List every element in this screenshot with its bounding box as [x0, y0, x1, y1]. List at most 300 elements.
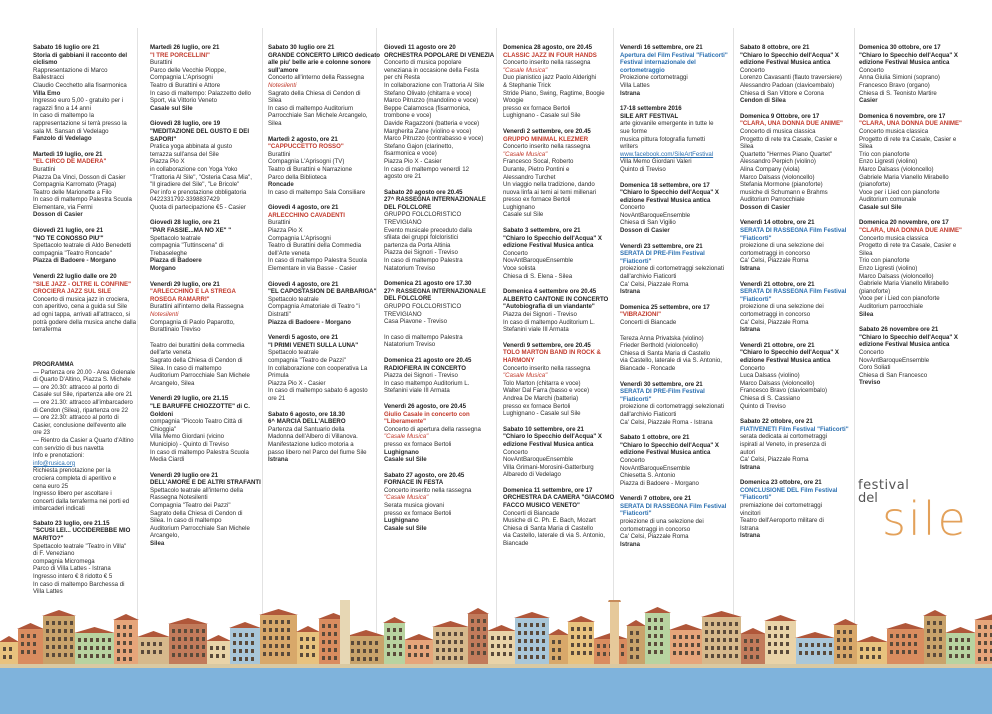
event-date: Sabato 8 ottobre, ore 21 [740, 44, 810, 51]
event-detail: Chiesa di San Vigilio [620, 219, 676, 227]
event-detail: Concerto [859, 348, 884, 356]
house-window [648, 642, 651, 646]
event-date: Sabato 10 settembre, ore 21 [503, 425, 584, 433]
program-line: Info e prenotazioni: [33, 453, 85, 460]
event-date: 17-18 settembre 2016 [620, 105, 682, 113]
event-detail: Ca' Celsi, Piazzale Roma - Istrana [620, 418, 713, 426]
house-window [387, 652, 390, 656]
house-window [774, 650, 777, 654]
house-window [117, 649, 120, 653]
event-title: Storia di gabbiani il racconto del ciclismo [33, 51, 128, 67]
house-window [190, 653, 193, 657]
house-window [460, 632, 463, 636]
event-detail: rappresentazione si terrà presso la [33, 119, 127, 127]
house-window [471, 635, 474, 639]
house-window [300, 645, 303, 649]
event-detail: via Castello, laterale di via S. Antonio, [620, 357, 722, 365]
event-detail: In caso di maltempo Palestra Scuola [150, 448, 249, 456]
event-detail: Teatro di Burattini e Narrazione [268, 165, 352, 173]
house-window [597, 652, 600, 656]
house-window [328, 624, 331, 628]
event-title: FIATIVENETI Film Festival "Fiaticorti" [740, 425, 849, 433]
event-detail: Musiche di C. Ph. E. Bach, Mozart [503, 517, 596, 525]
event-detail: Auditorium Parrocchiale [740, 196, 805, 204]
event-detail: Lughignano - Casale sul Sile [503, 410, 581, 418]
event-detail: Albaredo di Vedelago [503, 471, 561, 479]
program-line: Casier, conclusione dell'evento alle [33, 422, 127, 429]
event-entry [859, 44, 972, 105]
event-detail: presso ex fornace Bertoli [503, 104, 571, 112]
house-window [477, 643, 480, 647]
house-window [46, 629, 49, 633]
house-window [577, 643, 580, 647]
logo-word-del: del [858, 491, 878, 506]
house-window [589, 635, 592, 639]
house-window [774, 642, 777, 646]
house-roof [945, 627, 976, 633]
event-detail: Gabriele Maria Vianello Mirabello [859, 280, 949, 288]
column-col8 [859, 44, 972, 395]
house-roof [296, 626, 320, 632]
house-window [483, 619, 486, 623]
event-title: SERATA DI RASSEGNA Film Festival "Fiaticorti" [740, 227, 847, 242]
event-place: Dosson di Casier [740, 203, 790, 211]
house-window [630, 647, 633, 651]
house [857, 642, 887, 664]
event-entry [384, 189, 497, 273]
event-detail: Quartetto "Hermes Piano Quartet" [740, 150, 833, 158]
event-date: Sabato 30 luglio ore 21 [268, 44, 335, 51]
house-window [129, 649, 132, 653]
event-detail: Compagnia L'Aprisogni [150, 74, 213, 82]
event-detail: Teatro di Burattini e Attore [150, 81, 221, 89]
event-detail: Claudio Cecchetto alla fisarmonica [33, 81, 127, 89]
house-window [691, 643, 694, 647]
house-window [70, 637, 73, 641]
house-window [939, 629, 942, 633]
house-window [442, 640, 445, 644]
house-window [636, 655, 639, 659]
house-window [890, 634, 893, 638]
house-window [263, 628, 266, 632]
event-detail: autori [740, 448, 756, 456]
event-detail: Concerto di apertura della rassegna [384, 425, 481, 433]
bell-tower [338, 600, 352, 664]
event-date: Venerdì 29 luglio, ore 21.15 [150, 395, 229, 403]
event-detail: Stride Piano, Swing, Ragtime, Boogie [503, 89, 605, 97]
event-detail: Concerto all'interno della Rassegna [268, 74, 365, 82]
event-entry [384, 403, 497, 464]
event-detail: Sagrato della Chiesa di Cendon di [150, 356, 243, 364]
house-window [711, 646, 714, 650]
event-title: "Chiaro lo Specchio dell'Acqua" X edizione Festival Musica antica [859, 51, 958, 67]
event-date: Venerdì 16 settembre, ore 21 [620, 44, 703, 51]
house-window [860, 655, 863, 659]
event-detail: Beppe Calamosca (fisarmonica, [384, 104, 471, 112]
event-detail: Piazza Da Vinci, Dosson di Casier [33, 173, 126, 181]
event-detail: Concerto di musica jazz in crociera, [33, 295, 130, 303]
house-window [322, 648, 325, 652]
event-detail: Spettacolo teatrale [150, 234, 201, 242]
event-place: Casale sul Sile [384, 456, 427, 464]
house-window [530, 655, 533, 659]
house-window [927, 621, 930, 625]
house-window [685, 643, 688, 647]
house-window [786, 642, 789, 646]
house-window [552, 648, 555, 652]
event-body [33, 543, 146, 596]
house-window [263, 652, 266, 656]
house-window [673, 643, 676, 647]
house-window [102, 638, 105, 642]
house-window [3, 655, 6, 659]
event-detail: Marco Dalsass (violoncello) [859, 272, 934, 280]
event-entry [859, 219, 972, 318]
house-window [269, 652, 272, 656]
event-detail: Quinto di Treviso [620, 165, 666, 173]
event-detail: Rappresentazione di Marco [33, 66, 108, 74]
house-window [660, 642, 663, 646]
house-window [583, 627, 586, 631]
fold-line [854, 28, 855, 640]
house-window [27, 634, 30, 638]
event-title: Giulio Casale in concerto con "Liberamente" [384, 410, 470, 426]
house-window [172, 653, 175, 657]
event-date: Venerdì 29 luglio, ore 21 [150, 280, 220, 288]
event-detail: NovAntBaroqueEnsemble [620, 211, 691, 219]
event-detail: Marco Pitruzzo (mandolino e voce) [384, 97, 479, 105]
house-window [21, 642, 24, 646]
house-window [933, 653, 936, 657]
house-roof [514, 612, 550, 618]
house-window [552, 640, 555, 644]
house-roof [259, 609, 298, 615]
house-window [52, 621, 55, 625]
house-window [636, 647, 639, 651]
town-skyline-illustration [0, 600, 992, 714]
house-window [245, 633, 248, 637]
house-window [393, 628, 396, 632]
house-window [697, 635, 700, 639]
house-window [123, 657, 126, 661]
event-detail: Evento musicale preceduto dalla [384, 226, 473, 234]
event-detail: Concerto [620, 456, 645, 464]
house-window [357, 657, 360, 661]
house-window [524, 655, 527, 659]
house-roof [795, 632, 835, 638]
event-title: TOLO MARTON BAND IN ROCK & HARMONY [503, 349, 601, 364]
event-detail: Parco della Biblioteca [268, 173, 327, 181]
event-detail: Concerto inserito nella rassegna [384, 486, 472, 494]
event-title: "ARLECCHINO E LA STREGA ROSEGA RAMARRI" [150, 288, 236, 303]
event-detail: Villa Lattes [620, 81, 650, 89]
event-place: Piazza di Badoere [150, 257, 202, 265]
river [0, 666, 992, 714]
house-window [660, 634, 663, 638]
event-detail: Silea. In caso di maltempo [150, 517, 222, 525]
house-window [630, 639, 633, 643]
event-date: Venerdì 22 luglio dalle ore 20 [33, 273, 117, 281]
event-title: "Chiaro lo Specchio dell'Acqua" X edizione Festival Musica antica [503, 433, 602, 448]
house-window [927, 645, 930, 649]
event-title: FORNACE IN FESTA [384, 479, 444, 487]
event-detail: presso ex fornace Bertoli [503, 196, 571, 204]
house-window [679, 635, 682, 639]
program-email-link[interactable]: info@rusica.org [33, 460, 76, 467]
house-window [84, 654, 87, 658]
event-detail: Ca' Celsi, Piazzale Roma [620, 280, 689, 288]
event-detail: Progetto di rete tra Casale, Casier e [740, 135, 838, 143]
house-window [334, 648, 337, 652]
event-detail: Chioggia" [150, 425, 177, 433]
house-window [691, 651, 694, 655]
house-window [436, 632, 439, 636]
house-window [387, 636, 390, 640]
event-detail: via Castello, laterale di via S. Antonio, [503, 532, 605, 540]
house-window [673, 651, 676, 655]
house-window [660, 618, 663, 622]
event-entry [384, 334, 497, 349]
event-detail: Compagnia di Paolo Paparotto, [150, 318, 235, 326]
event-date: Sabato 23 luglio, ore 21.15 [33, 519, 110, 527]
house-window [729, 646, 732, 650]
event-date: Venerdì 21 ottobre, ore 21 [740, 341, 815, 349]
house-window [660, 626, 663, 630]
event-detail: NovAntBaroqueEnsemble [503, 456, 574, 464]
house-window [717, 646, 720, 650]
house-roof [644, 607, 671, 613]
event-date: Domenica 23 ottobre, ore 21 [740, 479, 822, 487]
house-window [914, 650, 917, 654]
event-entry [503, 288, 616, 334]
event-detail: serata dedicata ai cortometraggi [740, 433, 828, 441]
event-link[interactable]: www.facebook.com/SileArtFestival [620, 150, 714, 158]
house-window [426, 645, 429, 649]
event-series-name: Notesilenti [268, 81, 297, 89]
event-title: "SCUSI LEI... UCCIDEREBBE MIO MARITO?" [33, 527, 131, 543]
event-date: Domenica 21 agosto ore 17.30 [384, 280, 472, 288]
event-date: Domenica 11 settembre, ore 17 [503, 486, 593, 494]
house-window [503, 644, 506, 648]
event-title: "Chiaro lo Specchio dell'Acqua" X edizione Festival Musica antica [859, 333, 958, 349]
house-window [328, 656, 331, 660]
house-window [269, 636, 272, 640]
house-window [509, 652, 512, 656]
event-detail: Silea [859, 249, 873, 257]
house-window [878, 655, 881, 659]
house-window [251, 657, 254, 661]
house-window [233, 633, 236, 637]
house-window [961, 646, 964, 650]
event-detail: Proiezione cortometraggi [620, 74, 688, 82]
house-roof [487, 625, 516, 631]
house-window [281, 636, 284, 640]
column-col6 [620, 44, 733, 556]
house-window [774, 626, 777, 630]
event-detail: cortometraggi in concorso [740, 249, 811, 257]
event-detail: Compagnia L'Aprisogni (TV) [268, 158, 345, 166]
house-window [571, 651, 574, 655]
house-window [117, 657, 120, 661]
program-tail [33, 468, 146, 514]
house-roof [0, 636, 19, 642]
event-detail: Piazza dei Signori - Treviso [503, 311, 577, 318]
event-detail: trombone e voce) [384, 112, 432, 120]
house-window [306, 645, 309, 649]
program-line: Casale sul Sile, ripartenza alle ore 21 [33, 392, 133, 399]
house-roof [467, 608, 489, 614]
house-window [399, 644, 402, 648]
event-detail: In caso di maltempo Sala Consiliare [268, 188, 366, 196]
house-window [735, 646, 738, 650]
program-line: ore 23 [33, 430, 51, 437]
house-window [287, 620, 290, 624]
event-detail: Elementare in via Basse - Casier [268, 265, 357, 273]
house-window [711, 654, 714, 658]
house-roof [404, 634, 434, 640]
house-window [414, 653, 417, 657]
event-date: Sabato 20 agosto ore 20.45 [384, 188, 463, 196]
column-col2 [150, 44, 263, 556]
house-window [123, 649, 126, 653]
event-detail: Un viaggio nella tradizione, dando [503, 181, 595, 189]
house-window [233, 657, 236, 661]
event-title: "CLARA, UNA DONNA DUE ANIME" [859, 227, 962, 235]
event-detail: Coro Soliati [859, 364, 891, 372]
event-entry [33, 273, 146, 334]
house-window [780, 650, 783, 654]
event-date: Venerdì 21 ottobre, ore 21 [740, 280, 815, 288]
house-window [442, 632, 445, 636]
event-entry [740, 418, 853, 471]
house-window [477, 627, 480, 631]
event-entry [859, 113, 972, 212]
program-line: — Partenza ore 20.00 - Area Golenale [33, 369, 136, 376]
house-window [52, 645, 55, 649]
event-detail: con aperitivo, cena a guida sul Sile [33, 303, 128, 311]
house-window [420, 645, 423, 649]
house-window [96, 646, 99, 650]
event-title: "Chiaro lo Specchio dell'Acqua" X edizione Festival Musica antica [740, 349, 839, 364]
event-detail: In caso di maltempo Palestra Scuola [268, 257, 367, 265]
house-window [202, 637, 205, 641]
event-date: Domenica 18 settembre, ore 17 [620, 181, 710, 189]
event-detail: "Il giradiere del Sile", "Le Bricole" [150, 181, 240, 189]
event-detail: nuova linfa ai temi ai temi millenari [503, 188, 597, 196]
event-series-name: "Casale Musica" [384, 494, 429, 502]
house-window [27, 642, 30, 646]
event-place: Istrana [740, 532, 760, 540]
event-detail: NovAntBaroqueEnsemble [503, 257, 574, 265]
event-entry [740, 219, 853, 272]
house-window [269, 620, 272, 624]
event-detail: ore 21 [268, 394, 286, 402]
event-detail: Concerto inserito nella rassegna [503, 59, 591, 67]
house-window [436, 648, 439, 652]
house-window [216, 646, 219, 650]
event-detail: Auditorium Parrocchiale San Michele [150, 524, 250, 532]
house-window [190, 637, 193, 641]
event-detail: Auditorium parrocchiale [859, 303, 924, 310]
event-detail: Frieder Berthold (violoncello) [620, 342, 698, 350]
event-date: Giovedì 28 luglio, ore 19 [150, 120, 221, 128]
house-window [630, 631, 633, 635]
event-detail: Media Ciardi [150, 456, 185, 464]
event-detail: Piazza Pio X - Casier [384, 157, 442, 165]
event-title: SERATA DI RASSEGNA Film Festival "Fiaticorti" [620, 502, 727, 518]
event-detail: 0422331792-3398837429 [150, 196, 220, 204]
house-roof [113, 614, 139, 620]
event-detail: Stefano Olivato (chitarra e voce) [384, 89, 472, 97]
house-window [64, 621, 67, 625]
house-window [536, 647, 539, 651]
event-date: Domenica 21 agosto ore 20.45 [384, 356, 472, 364]
house-window [552, 656, 555, 660]
house-window [275, 620, 278, 624]
house-window [58, 637, 61, 641]
house-window [589, 651, 592, 655]
house-window [369, 641, 372, 645]
house-window [375, 657, 378, 661]
event-detail: Compagnia Karromato (Praga) [33, 181, 117, 189]
house-window [735, 630, 738, 634]
house-window [357, 649, 360, 653]
house-window [978, 641, 981, 645]
event-place: Treviso [859, 379, 881, 387]
house-window [768, 650, 771, 654]
fold-line [733, 28, 734, 640]
event-detail: Margherita Zane (violino e voce) [384, 127, 472, 135]
house-window [184, 637, 187, 641]
event-date: Sabato 22 ottobre, ore 21 [740, 418, 813, 426]
event-title: "VIBRAZIONI" [620, 311, 661, 319]
event-entry [268, 204, 381, 272]
house-window [471, 643, 474, 647]
event-detail: Ingresso intero € 8 ridotto € 5 [33, 573, 113, 581]
house-window [46, 653, 49, 657]
event-title: "LE BARUFFE CHIOZZOTTE" di C. Goldoni [150, 402, 250, 418]
event-entry [384, 280, 497, 326]
event-detail: Stefanini viale III Armata [503, 326, 569, 334]
house-window [896, 650, 899, 654]
house-roof [626, 620, 646, 626]
house-window [70, 621, 73, 625]
house-window [503, 636, 506, 640]
house-window [108, 646, 111, 650]
house-window [955, 638, 958, 642]
house-window [108, 638, 111, 642]
house-window [823, 643, 826, 647]
house-window [147, 642, 150, 646]
house-roof [347, 630, 385, 636]
house-window [530, 647, 533, 651]
house-window [750, 647, 753, 651]
house-window [387, 644, 390, 648]
event-title: ORCHESTRA POPOLARE DI VENEZIA [384, 51, 495, 59]
event-detail: Parco delle Vecchie Pioppe, [150, 66, 226, 74]
event-date: Giovedì 4 agosto, ore 21 [268, 204, 339, 212]
house-window [961, 638, 964, 642]
house-window [129, 633, 132, 637]
event-detail: GRUPPO FOLCLORISTICO [384, 303, 462, 310]
house-window [933, 645, 936, 649]
house-window [902, 634, 905, 638]
event-detail: Alessandro Turchet [503, 173, 556, 181]
event-detail: compagnia Micromega [33, 557, 95, 565]
house-window [102, 654, 105, 658]
event-entry [268, 334, 381, 402]
event-detail: Municipio) - Quinto di Treviso [150, 440, 229, 448]
